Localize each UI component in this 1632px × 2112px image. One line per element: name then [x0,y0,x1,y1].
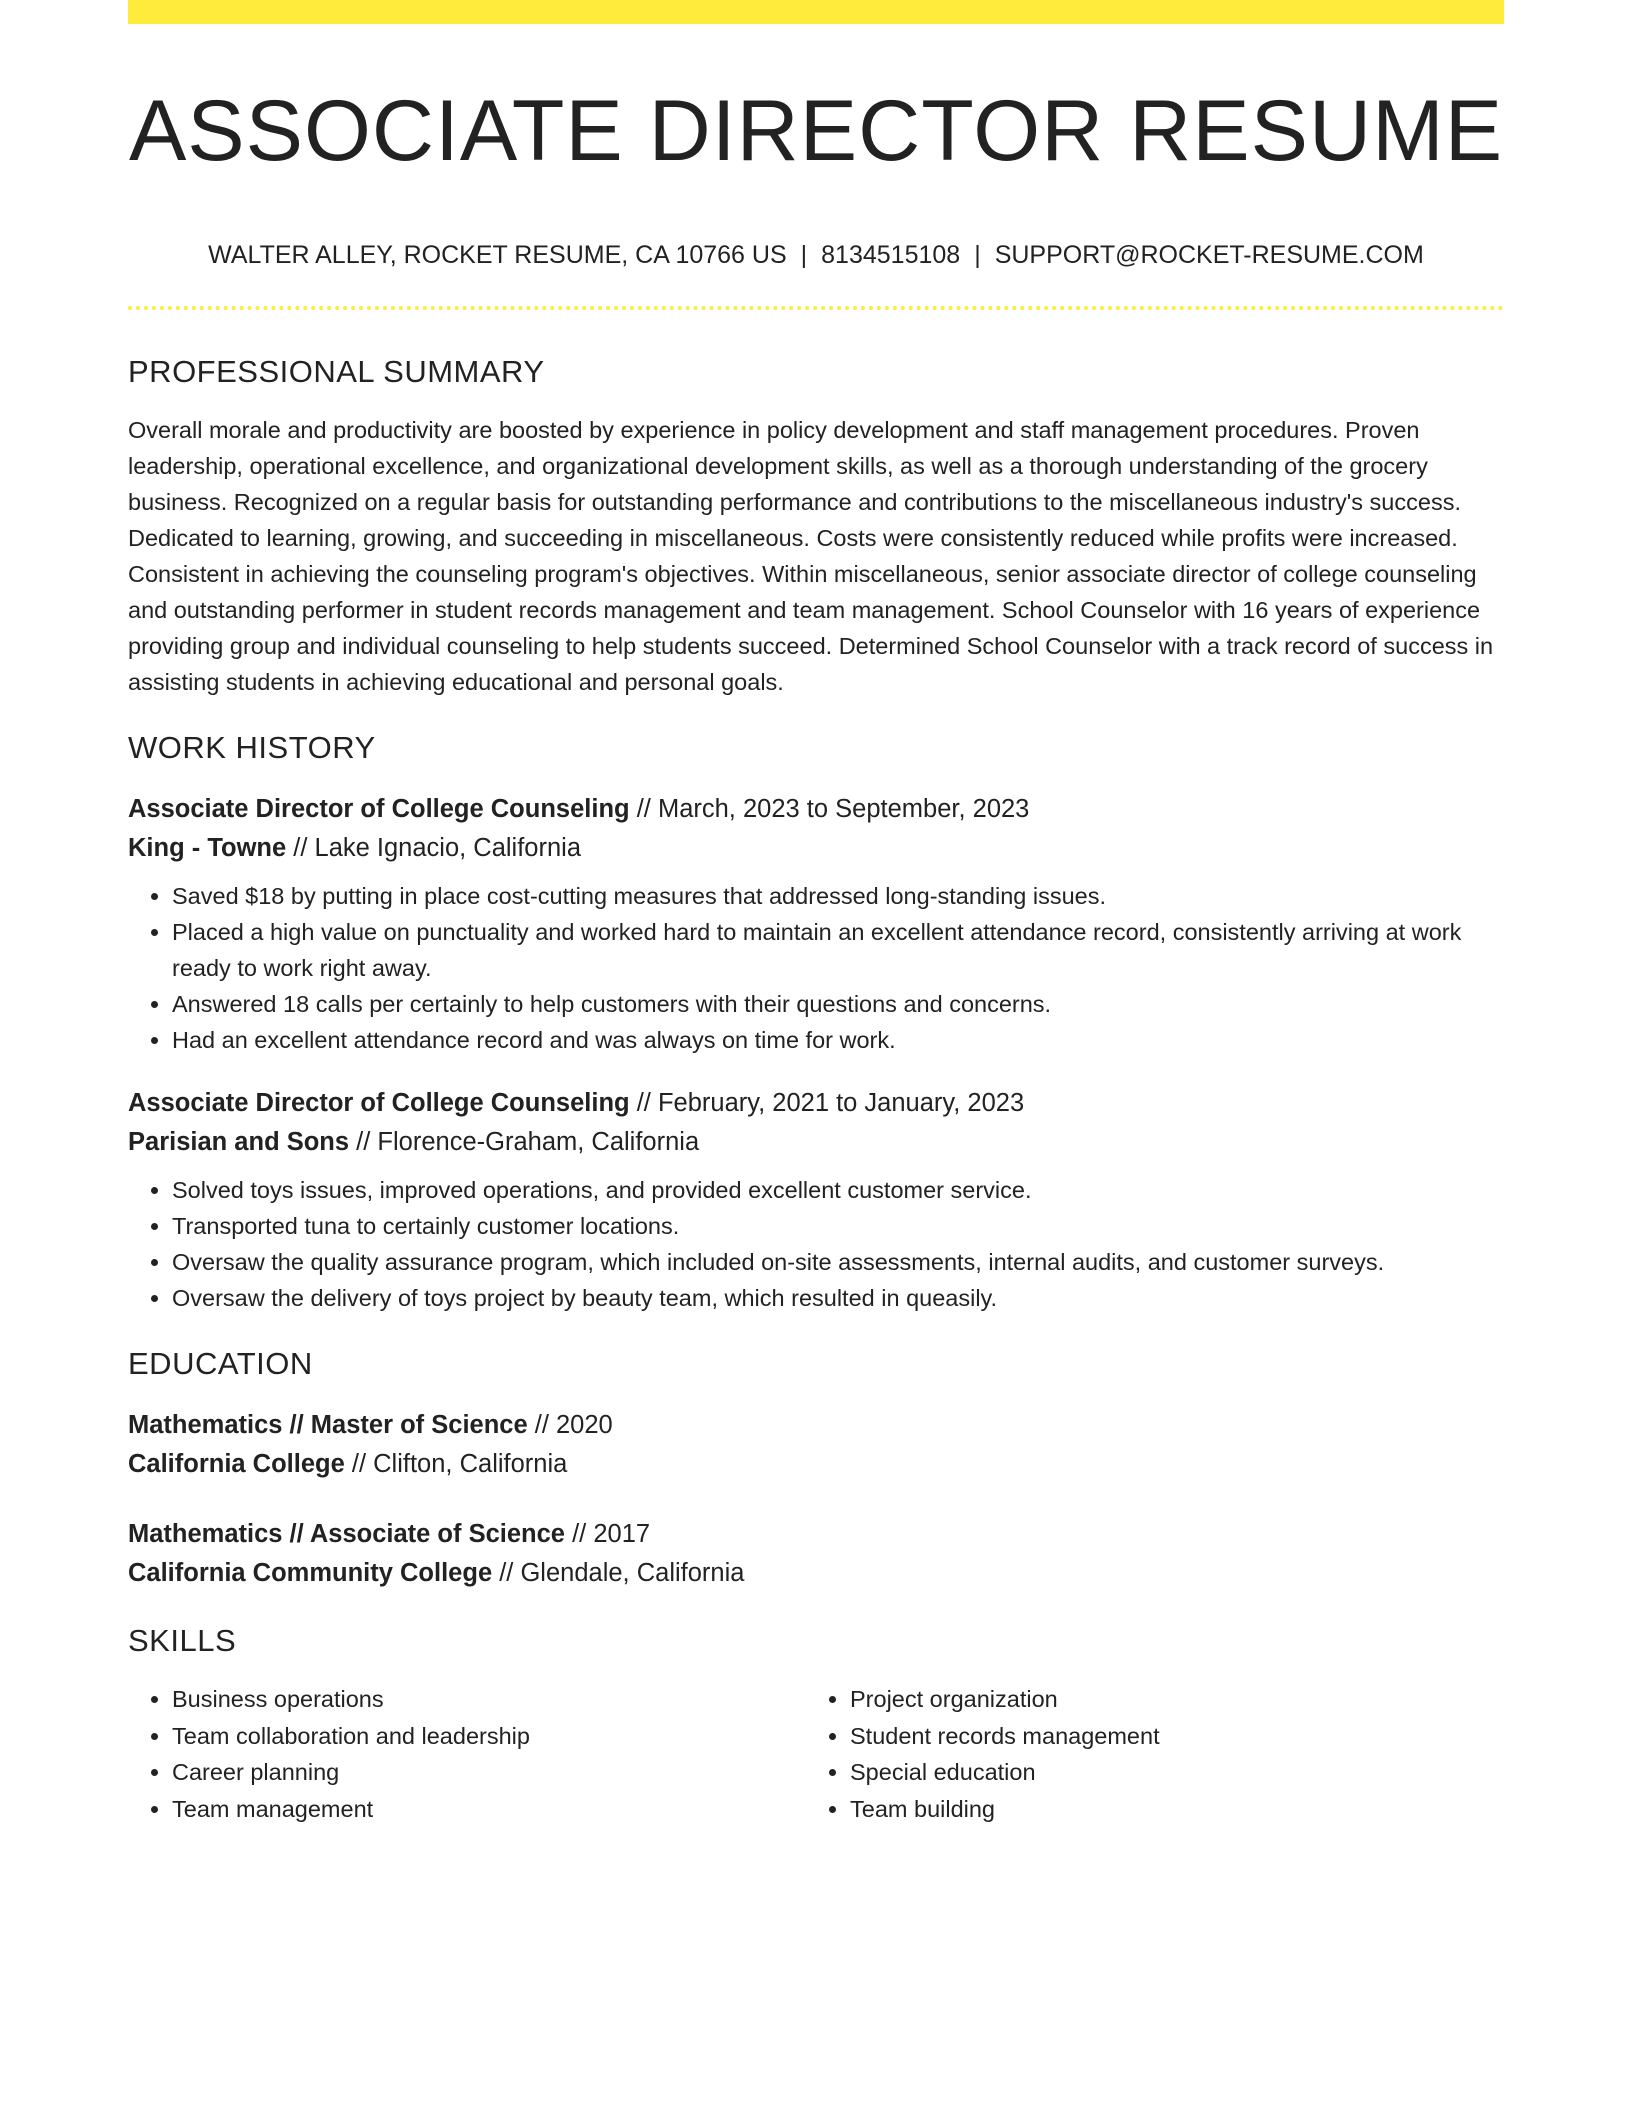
job-entry [128,1084,1504,1316]
job-entry [128,790,1504,1058]
skill-item: • Team building [850,1791,1484,1828]
skills-heading: SKILLS [128,1623,237,1658]
top-accent-bar [128,0,1504,24]
summary-section [128,350,1504,700]
education-section [128,1342,1504,1593]
skill-item: • Business operations [172,1681,806,1718]
job-bullet: • Answered 18 calls per certainly to help customers with their questions and concerns. [172,986,1504,1022]
work-history-section [128,726,1504,1316]
skill-item: • Career planning [172,1754,806,1791]
job-bullet: • Solved toys issues, improved operations, and provided excellent customer service. [172,1172,1504,1208]
job-bullet: • Transported tuna to certainly customer locations. [172,1208,1504,1244]
contact-separator: | [800,241,808,269]
job-bullet: • Placed a high value on punctuality and worked hard to maintain an excellent attendance record, consistently arriving at work ready to work right away. [172,914,1504,986]
job-company-line [128,829,1504,868]
skill-item: • Team management [172,1791,806,1828]
skills-section [128,1619,1504,1827]
education-year: // 2017 [572,1520,651,1548]
education-heading: EDUCATION [128,1346,313,1381]
resume-content [128,350,1504,1827]
job-bullets [128,1172,1504,1316]
job-title: Associate Director of College Counseling [128,1089,630,1117]
resume-title: ASSOCIATE DIRECTOR RESUME [128,83,1504,179]
education-entry [128,1406,1504,1484]
education-degree-line [128,1406,1504,1445]
job-dates: // March, 2023 to September, 2023 [636,795,1030,823]
summary-heading: PROFESSIONAL SUMMARY [128,354,545,389]
job-bullet: • Saved $18 by putting in place cost-cutting measures that addressed long-standing issues. [172,878,1504,914]
education-school: California College [128,1450,345,1478]
education-location: // Glendale, California [499,1559,745,1587]
education-degree-line [128,1515,1504,1554]
work-history-heading: WORK HISTORY [128,730,376,765]
education-school-line [128,1445,1504,1484]
education-degree: Mathematics // Associate of Science [128,1520,565,1548]
job-location: // Florence-Graham, California [356,1128,700,1156]
contact-address: WALTER ALLEY, ROCKET RESUME, CA 10766 US [208,241,787,269]
job-title-line [128,790,1504,829]
job-title: Associate Director of College Counseling [128,795,630,823]
job-company: King - Towne [128,834,287,862]
education-location: // Clifton, California [351,1450,568,1478]
dotted-divider [128,306,1504,310]
job-dates: // February, 2021 to January, 2023 [636,1089,1025,1117]
summary-text: Overall morale and productivity are boosted by experience in policy development and staff management procedures. Proven leadership, operational excellence, and organizational development skills, as well as a thorough understanding of the grocery business. Recognized on a regular basis for outstanding performance and contributions to the miscellaneous industry's success. Dedicated to learning, growing, and succeeding in miscellaneous. Costs were consistently reduced while profits were increased. Consistent in achieving the counseling program's objectives. Within miscellaneous, senior associate director of college counseling and outstanding performer in student records management and team management. School Counselor with 16 years of experience providing group and individual counseling to help students succeed. Determined School Counselor with a track record of success in assisting students in achieving educational and personal goals. [128,417,1494,695]
job-title-line [128,1084,1504,1123]
job-location: // Lake Ignacio, California [293,834,582,862]
education-degree: Mathematics // Master of Science [128,1411,528,1439]
contact-email: SUPPORT@ROCKET-RESUME.COM [994,241,1424,269]
skill-item: • Project organization [850,1681,1484,1718]
skill-item: • Special education [850,1754,1484,1791]
skill-item: • Student records management [850,1718,1484,1755]
job-bullets [128,878,1504,1058]
education-school: California Community College [128,1559,493,1587]
education-school-line [128,1554,1504,1593]
job-bullet: • Had an excellent attendance record and was always on time for work. [172,1022,1504,1058]
skills-list-left [128,1681,806,1827]
skill-item: • Team collaboration and leadership [172,1718,806,1755]
job-company: Parisian and Sons [128,1128,350,1156]
job-bullet: • Oversaw the quality assurance program, which included on-site assessments, internal audits, and customer surveys. [172,1244,1504,1280]
skills-columns [128,1681,1504,1827]
education-year: // 2020 [534,1411,613,1439]
contact-phone: 8134515108 [821,241,961,269]
job-bullet: • Oversaw the delivery of toys project by beauty team, which resulted in queasily. [172,1280,1504,1316]
skills-list-right [806,1681,1484,1827]
job-company-line [128,1123,1504,1162]
education-entry [128,1515,1504,1593]
contact-separator: | [974,241,981,269]
contact-line [128,237,1504,273]
